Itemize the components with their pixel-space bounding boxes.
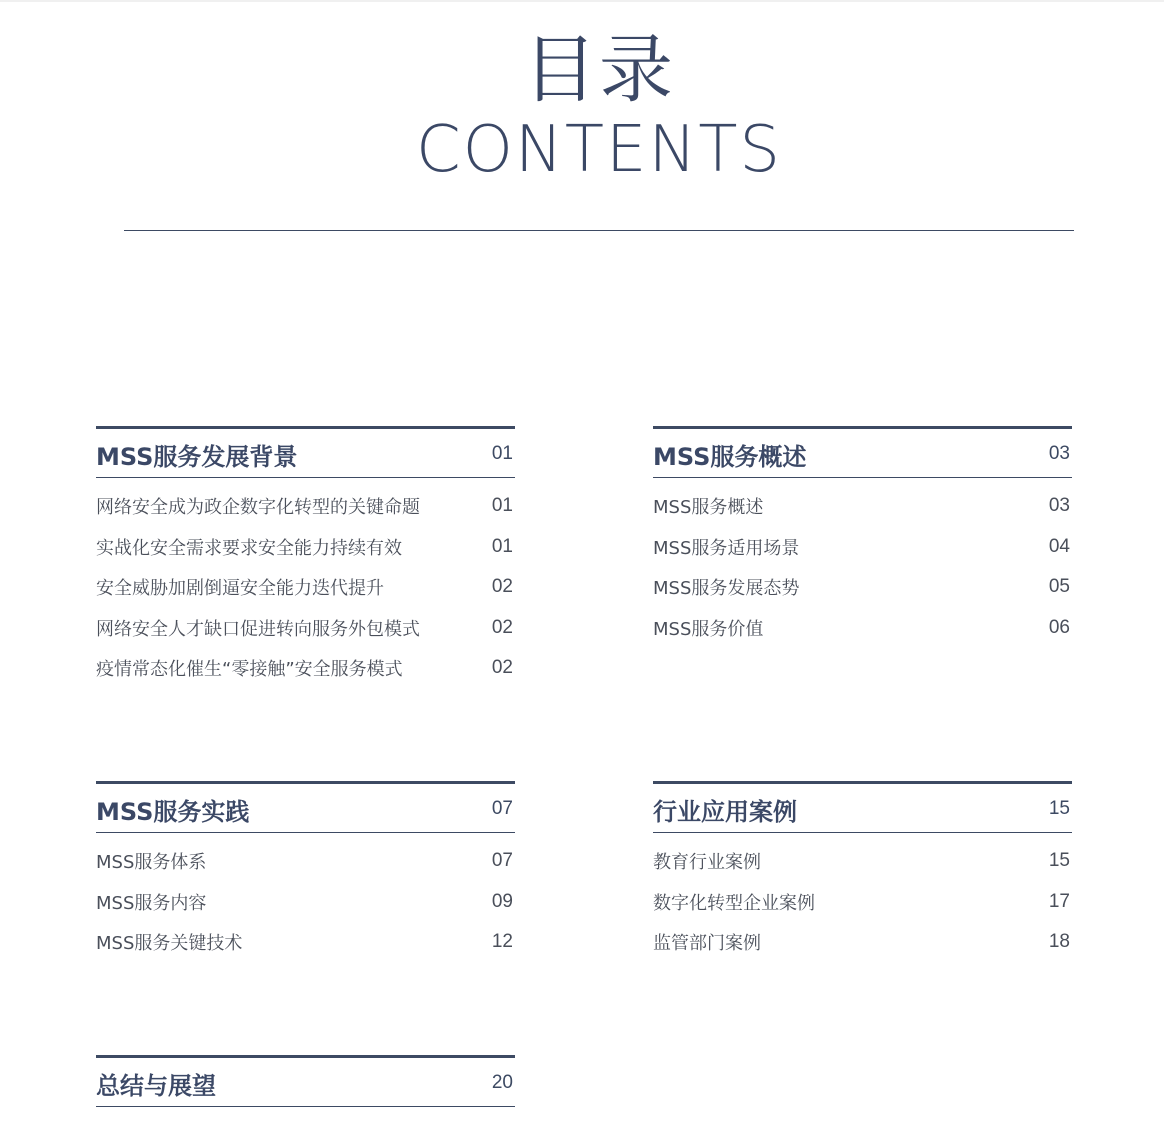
section-title: MSS服务概述 <box>653 442 807 471</box>
toc-item-page: 02 <box>491 616 513 638</box>
toc-item-page: 02 <box>491 657 513 679</box>
section-page-number: 07 <box>491 798 513 819</box>
section-heading[interactable] <box>96 429 515 477</box>
section-title: 行业应用案例 <box>653 797 797 826</box>
section-item-list <box>96 833 515 963</box>
toc-item[interactable] <box>653 608 1072 649</box>
toc-item-page: 18 <box>1048 931 1070 953</box>
header-divider <box>124 230 1074 231</box>
toc-item[interactable] <box>653 527 1072 568</box>
section-page-number: 03 <box>1048 443 1070 464</box>
toc-item[interactable] <box>96 486 515 527</box>
section-sub-rule <box>96 1106 515 1107</box>
toc-item-page: 09 <box>491 890 513 912</box>
toc-item-label: 监管部门案例 <box>653 933 761 955</box>
toc-item-label: MSS服务内容 <box>96 892 207 914</box>
toc-item-label: 安全威胁加剧倒逼安全能力迭代提升 <box>96 578 384 600</box>
toc-item-label: MSS服务适用场景 <box>653 537 800 559</box>
toc-item-label: MSS服务价值 <box>653 618 764 640</box>
page-top-edge <box>0 0 1164 2</box>
toc-section-practice <box>96 781 515 963</box>
toc-item-page: 02 <box>491 576 513 598</box>
toc-item-page: 06 <box>1048 616 1070 638</box>
toc-item-label: MSS服务概述 <box>653 497 764 519</box>
page-title-en: CONTENTS <box>415 113 783 187</box>
toc-item[interactable] <box>653 567 1072 608</box>
toc-item[interactable] <box>653 922 1072 963</box>
toc-item-label: MSS服务体系 <box>96 852 207 874</box>
toc-item-page: 01 <box>491 495 513 517</box>
toc-section-cases <box>653 781 1072 963</box>
toc-item-label: 网络安全人才缺口促进转向服务外包模式 <box>96 618 420 640</box>
toc-item-page: 05 <box>1048 576 1070 598</box>
toc-item-page: 15 <box>1048 850 1070 872</box>
toc-item-label: 数字化转型企业案例 <box>653 892 815 914</box>
toc-item-page: 03 <box>1048 495 1070 517</box>
toc-item-page: 12 <box>491 931 513 953</box>
section-heading[interactable] <box>96 784 515 832</box>
toc-item-page: 04 <box>1048 535 1070 557</box>
section-item-list <box>96 478 515 689</box>
toc-item[interactable] <box>653 882 1072 923</box>
toc-item[interactable] <box>653 486 1072 527</box>
page-title-cn: 目录 <box>523 27 675 113</box>
toc-section-overview <box>653 426 1072 648</box>
toc-item[interactable] <box>96 567 515 608</box>
section-page-number: 20 <box>491 1072 513 1093</box>
toc-item[interactable] <box>96 608 515 649</box>
section-heading[interactable] <box>653 429 1072 477</box>
toc-item-page: 17 <box>1048 890 1070 912</box>
section-heading[interactable] <box>96 1058 515 1106</box>
toc-item-label: 教育行业案例 <box>653 852 761 874</box>
toc-item[interactable] <box>96 882 515 923</box>
toc-item-label: MSS服务发展态势 <box>653 578 800 600</box>
toc-item[interactable] <box>96 648 515 689</box>
toc-section-background <box>96 426 515 689</box>
section-page-number: 15 <box>1048 798 1070 819</box>
section-heading[interactable] <box>653 784 1072 832</box>
toc-item-page: 01 <box>491 535 513 557</box>
toc-item-label: MSS服务关键技术 <box>96 933 243 955</box>
toc-section-summary <box>96 1055 515 1107</box>
section-title: MSS服务实践 <box>96 797 250 826</box>
toc-item-label: 疫情常态化催生“零接触”安全服务模式 <box>96 659 403 681</box>
toc-item-label: 网络安全成为政企数字化转型的关键命题 <box>96 497 420 519</box>
toc-item[interactable] <box>96 527 515 568</box>
section-item-list <box>653 478 1072 648</box>
toc-item[interactable] <box>96 841 515 882</box>
section-page-number: 01 <box>491 443 513 464</box>
toc-item[interactable] <box>653 841 1072 882</box>
section-title: MSS服务发展背景 <box>96 442 298 471</box>
toc-item[interactable] <box>96 922 515 963</box>
toc-item-page: 07 <box>491 850 513 872</box>
toc-item-label: 实战化安全需求要求安全能力持续有效 <box>96 537 402 559</box>
section-title: 总结与展望 <box>96 1071 216 1100</box>
section-item-list <box>653 833 1072 963</box>
